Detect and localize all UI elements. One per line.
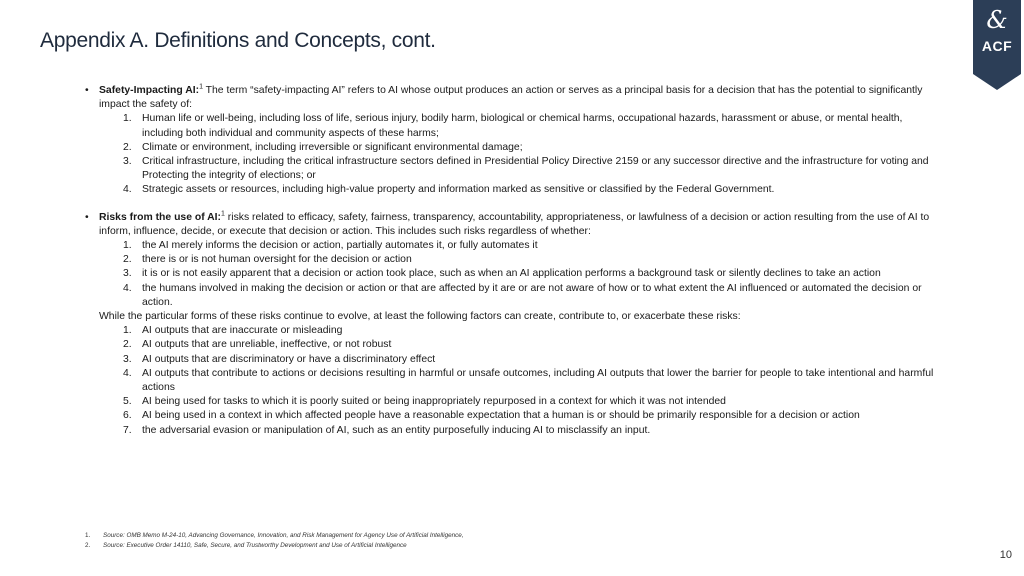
footnote-ref: 1 <box>199 83 203 91</box>
list-item: 4. Strategic assets or resources, including high-value property and information marked as sensitive or classified by the Federal Government. <box>123 184 775 196</box>
footnote-ref: 1 <box>221 210 225 218</box>
risks-intro: risks related to efficacy, safety, fairness, transparency, accountability, appropriateness, or lawfulness of a decision or action resulting from the use of AI to inform, influence, decide, or execute that decision or action. This includes such risks regardless of whether: <box>99 211 930 237</box>
safety-intro: The term “safety-impacting AI” refers to AI whose output produces an action or serves as a principal basis for a decision that has the potential to significantly impact the safety of: <box>99 85 923 111</box>
list-item: 2. there is or is not human oversight for the decision or action <box>123 254 412 266</box>
footnote: 2. Source: Executive Order 14110, Safe, Secure, and Trustworthy Development and Use of Artificial Intelligence <box>85 542 407 549</box>
page-title: Appendix A. Definitions and Concepts, cont. <box>40 29 436 52</box>
logo-text: ACF <box>981 38 1013 54</box>
list-item: 6. AI being used in a context in which affected people have a reasonable expectation that a human is or should be primarily responsible for a decision or action <box>123 410 860 422</box>
list-item: 2. Climate or environment, including irreversible or significant environmental damage; <box>123 141 523 153</box>
list-item: 1. Human life or well-being, including loss of life, serious injury, bodily harm, biological or chemical harms, occupational hazards, harassment or abuse, or mental health, including both individual and community aspects of these harms; <box>123 113 903 139</box>
page-number: 10 <box>999 549 1012 561</box>
list-item: 1. the AI merely informs the decision or action, partially automates it, or fully automates it <box>123 240 538 252</box>
safety-impacting-ai-definition <box>85 84 945 198</box>
list-item: 7. the adversarial evasion or manipulation of AI, such as an entity purposefully inducing AI to misclassify an input. <box>123 424 651 436</box>
list-item: 5. AI being used for tasks to which it is poorly suited or being inappropriately repurposed in a context for which it was not intended <box>123 396 726 408</box>
footnotes <box>85 531 464 551</box>
list-item: 4. the humans involved in making the decision or action or that are affected by it are or are not aware of how or to what extent the AI influenced or automated the decision or action. <box>123 282 922 308</box>
list-item: 4. AI outputs that contribute to actions or decisions resulting in harmful or unsafe outcomes, including AI outputs that lower the barrier for people to take intentional and harmful actions <box>123 367 934 394</box>
risks-list <box>99 239 945 310</box>
risks-from-ai-definition <box>85 211 945 438</box>
safety-term: Safety-Impacting AI: <box>99 85 200 96</box>
definitions-content <box>85 84 945 438</box>
footnote: 1. Source: OMB Memo M-24-10, Advancing Governance, Innovation, and Risk Management for Agency Use of Artificial Intelligence, <box>85 532 464 539</box>
factors-list <box>99 324 945 438</box>
logo-ampersand: & <box>986 6 1008 34</box>
list-item: 2. AI outputs that are unreliable, ineffective, or not robust <box>123 339 392 351</box>
list-item: 3. AI outputs that are discriminatory or have a discriminatory effect <box>123 353 436 365</box>
safety-list <box>99 112 945 197</box>
list-item: 3. Critical infrastructure, including the critical infrastructure sectors defined in Presidential Policy Directive 2159 or any successor directive and the infrastructure for voting and Protecting the integrity of elections; or <box>123 156 929 182</box>
risks-term: Risks from the use of AI: <box>99 211 222 223</box>
list-item: 3. it is or is not easily apparent that a decision or action took place, such as when an AI application performs a background task or silently declines to take an action <box>123 268 881 280</box>
factors-intro: While the particular forms of these risks continue to evolve, at least the following factors can create, contribute to, or exacerbate these risks: <box>99 311 741 323</box>
list-item: 1. AI outputs that are inaccurate or misleading <box>123 325 343 337</box>
